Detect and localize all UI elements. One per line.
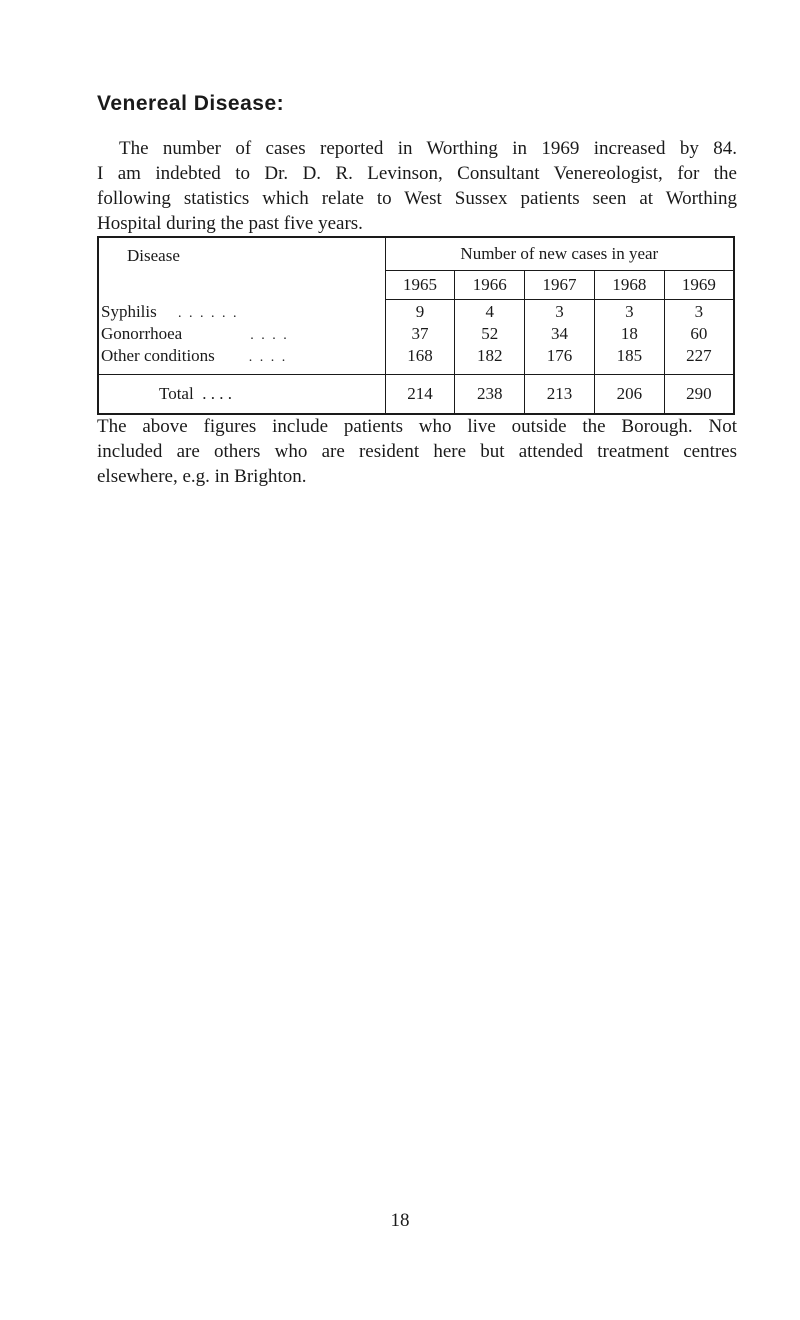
intro-line: Hospital during the past five years. [97,213,363,234]
table-cell: 227 [686,346,712,365]
table-cell: 9 [385,300,455,325]
intro-line: following statistics which relate to West Sussex patients seen at Worthing [97,188,737,209]
total-cell: 214 [385,375,455,415]
page-number: 18 [390,1210,410,1231]
closing-line: The above figures include patients who live outside the Borough. Not [97,416,737,437]
table-cell: 34 [525,324,595,346]
table-row [98,324,734,346]
table-cell: 52 [455,324,525,346]
table-cell: 18 [594,324,664,346]
year-header: 1969 [664,271,734,300]
table-cell: 4 [455,300,525,325]
table-cell: 176 [525,346,595,375]
cases-span-header: Number of new cases in year [385,237,734,271]
closing-line: elsewhere, e.g. in Brighton. [97,466,307,487]
cases-table [97,236,735,415]
intro-line: The number of cases reported in Worthing in 1969 increased by 84. [119,138,737,159]
row-label: Syphilis . . . . . . [98,300,385,325]
year-header: 1966 [455,271,525,300]
table-row [98,346,734,375]
table-cell: 3 [525,300,595,325]
table-row [98,300,734,325]
row-label: Gonorrhoea . . . . [98,324,385,346]
table-cell: 185 [594,346,664,375]
table-cell: 182 [455,346,525,375]
table-cell: 3 [594,300,664,325]
table-cell: 37 [385,324,455,346]
table-cell: 3 [694,302,704,321]
intro-paragraph [97,136,737,236]
row-label: Other conditions . . . . [98,346,385,375]
closing-paragraph [97,414,737,489]
total-cell: 206 [594,375,664,415]
section-heading: Venereal Disease: [97,92,285,115]
intro-line: I am indebted to Dr. D. R. Levinson, Consultant Venereologist, for the [97,163,737,184]
total-label: Total . . . . [98,375,385,415]
table-cell: 168 [385,346,455,375]
total-cell: 213 [525,375,595,415]
total-cell: 290 [664,375,734,415]
total-cell: 238 [455,375,525,415]
total-row [98,375,734,415]
year-header: 1967 [525,271,595,300]
table-cell: 60 [690,324,708,343]
year-header: 1965 [385,271,455,300]
closing-line: included are others who are resident here but attended treatment centres [97,441,737,462]
year-header: 1968 [594,271,664,300]
disease-column-header: Disease [98,237,385,300]
